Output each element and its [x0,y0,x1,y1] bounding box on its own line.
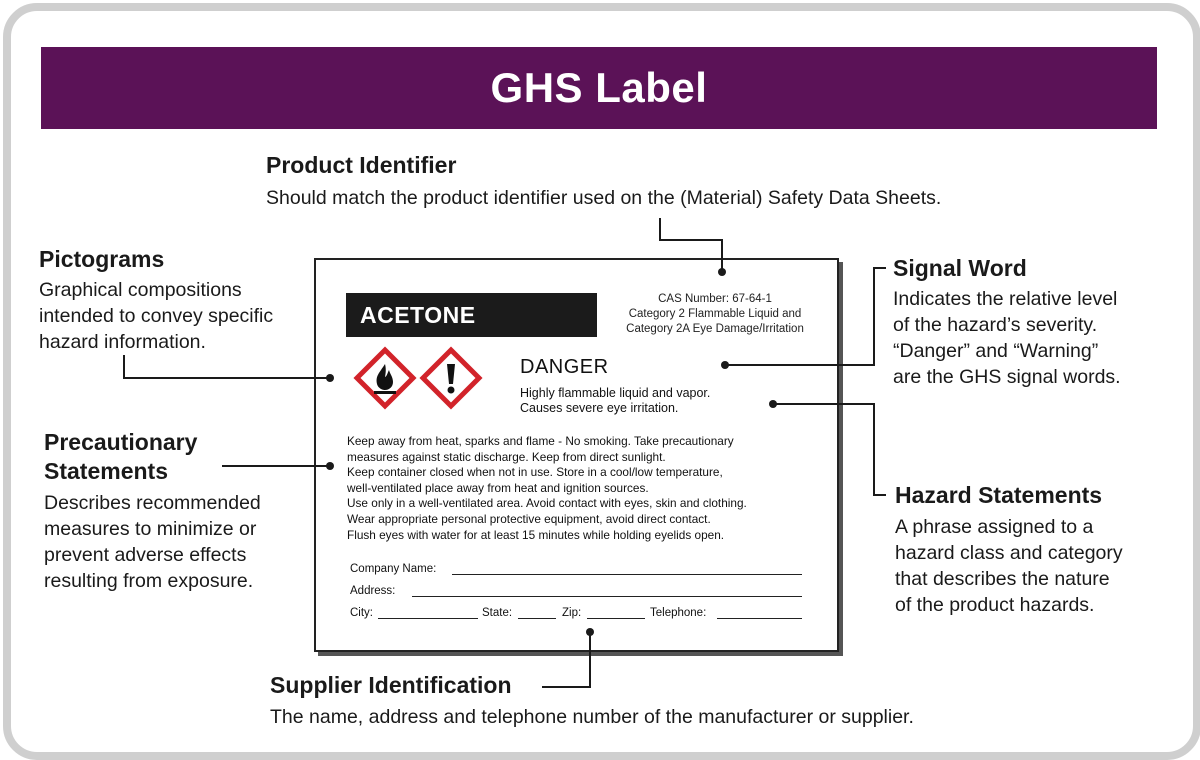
supplier-identification-title: Supplier Identification [270,672,512,698]
precautionary-description-line: resulting from exposure. [44,570,254,592]
supplier-dot [586,628,594,636]
hazard-line: Causes severe eye irritation. [520,400,679,415]
pictograms-leader [124,355,330,378]
pictograms-dot [326,374,334,382]
signal-word-dot [721,361,729,369]
label-signal-word: DANGER [520,356,609,378]
signal-word-title: Signal Word [893,255,1027,281]
company-name-label: Company Name: [350,563,437,575]
cas-line: Category 2 Flammable Liquid and [628,308,802,320]
precautionary-description-line: prevent adverse effects [44,544,247,566]
city-label: City: [350,607,373,619]
signal-word-leader [725,268,886,365]
precaution-line: well-ventilated place away from heat and ignition sources. [347,480,649,495]
pictograms-description-line: hazard information. [39,331,206,353]
precautionary-description-line: measures to minimize or [44,518,257,540]
hazard-statements-description-line: that describes the nature [895,568,1110,590]
telephone-label: Telephone: [650,607,707,619]
product-name: ACETONE [346,293,597,337]
precaution-line: Wear appropriate personal protective equipment, avoid direct contact. [347,511,711,526]
precautionary-description-line: Describes recommended [44,492,261,514]
pictograms-description-line: Graphical compositions [39,279,242,301]
pictograms-description-line: intended to convey specific [39,305,274,327]
cas-line: Category 2A Eye Damage/Irritation [626,323,804,335]
signal-word-description-line: Indicates the relative level [893,288,1118,310]
hazard-statements-dot [769,400,777,408]
precautionary-title-line: Statements [44,458,168,484]
hazard-statements-description-line: of the product hazards. [895,594,1095,616]
precaution-line: Flush eyes with water for at least 15 minutes while holding eyelids open. [347,527,725,542]
pictograms-title: Pictograms [39,246,165,272]
supplier-identification-description: The name, address and telephone number of the manufacturer or supplier. [270,706,914,728]
product-identifier-title: Product Identifier [266,152,457,178]
state-label: State: [482,607,513,619]
cas-line: CAS Number: 67-64-1 [658,293,772,305]
precaution-line: measures against static discharge. Keep from direct sunlight. [347,449,666,464]
signal-word-description-line: are the GHS signal words. [893,366,1121,388]
precaution-line: Use only in a well-ventilated area. Avoid contact with eyes, skin and clothing. [347,496,747,511]
product-identifier-dot [718,268,726,276]
precautionary-dot [326,462,334,470]
hazard-statements-title: Hazard Statements [895,482,1103,508]
precaution-line: Keep away from heat, sparks and flame - No smoking. Take precautionary [347,434,734,448]
product-identifier-description: Should match the product identifier used on the (Material) Safety Data Sheets. [266,187,942,209]
supplier-leader [542,632,590,687]
hazard-statements-leader [773,404,886,495]
product-identifier-leader [660,218,722,272]
zip-label: Zip: [562,607,582,619]
precautionary-title-line: Precautionary [44,429,198,455]
signal-word-description-line: of the hazard’s severity. [893,314,1098,336]
page-title: GHS Label [41,47,1157,129]
hazard-statements-description-line: hazard class and category [895,542,1123,564]
hazard-line: Highly flammable liquid and vapor. [520,386,711,400]
hazard-statements-description-line: A phrase assigned to a [895,516,1094,538]
signal-word-description-line: “Danger” and “Warning” [893,340,1099,362]
address-label: Address: [350,585,396,597]
precaution-line: Keep container closed when not in use. Store in a cool/low temperature, [347,465,723,480]
